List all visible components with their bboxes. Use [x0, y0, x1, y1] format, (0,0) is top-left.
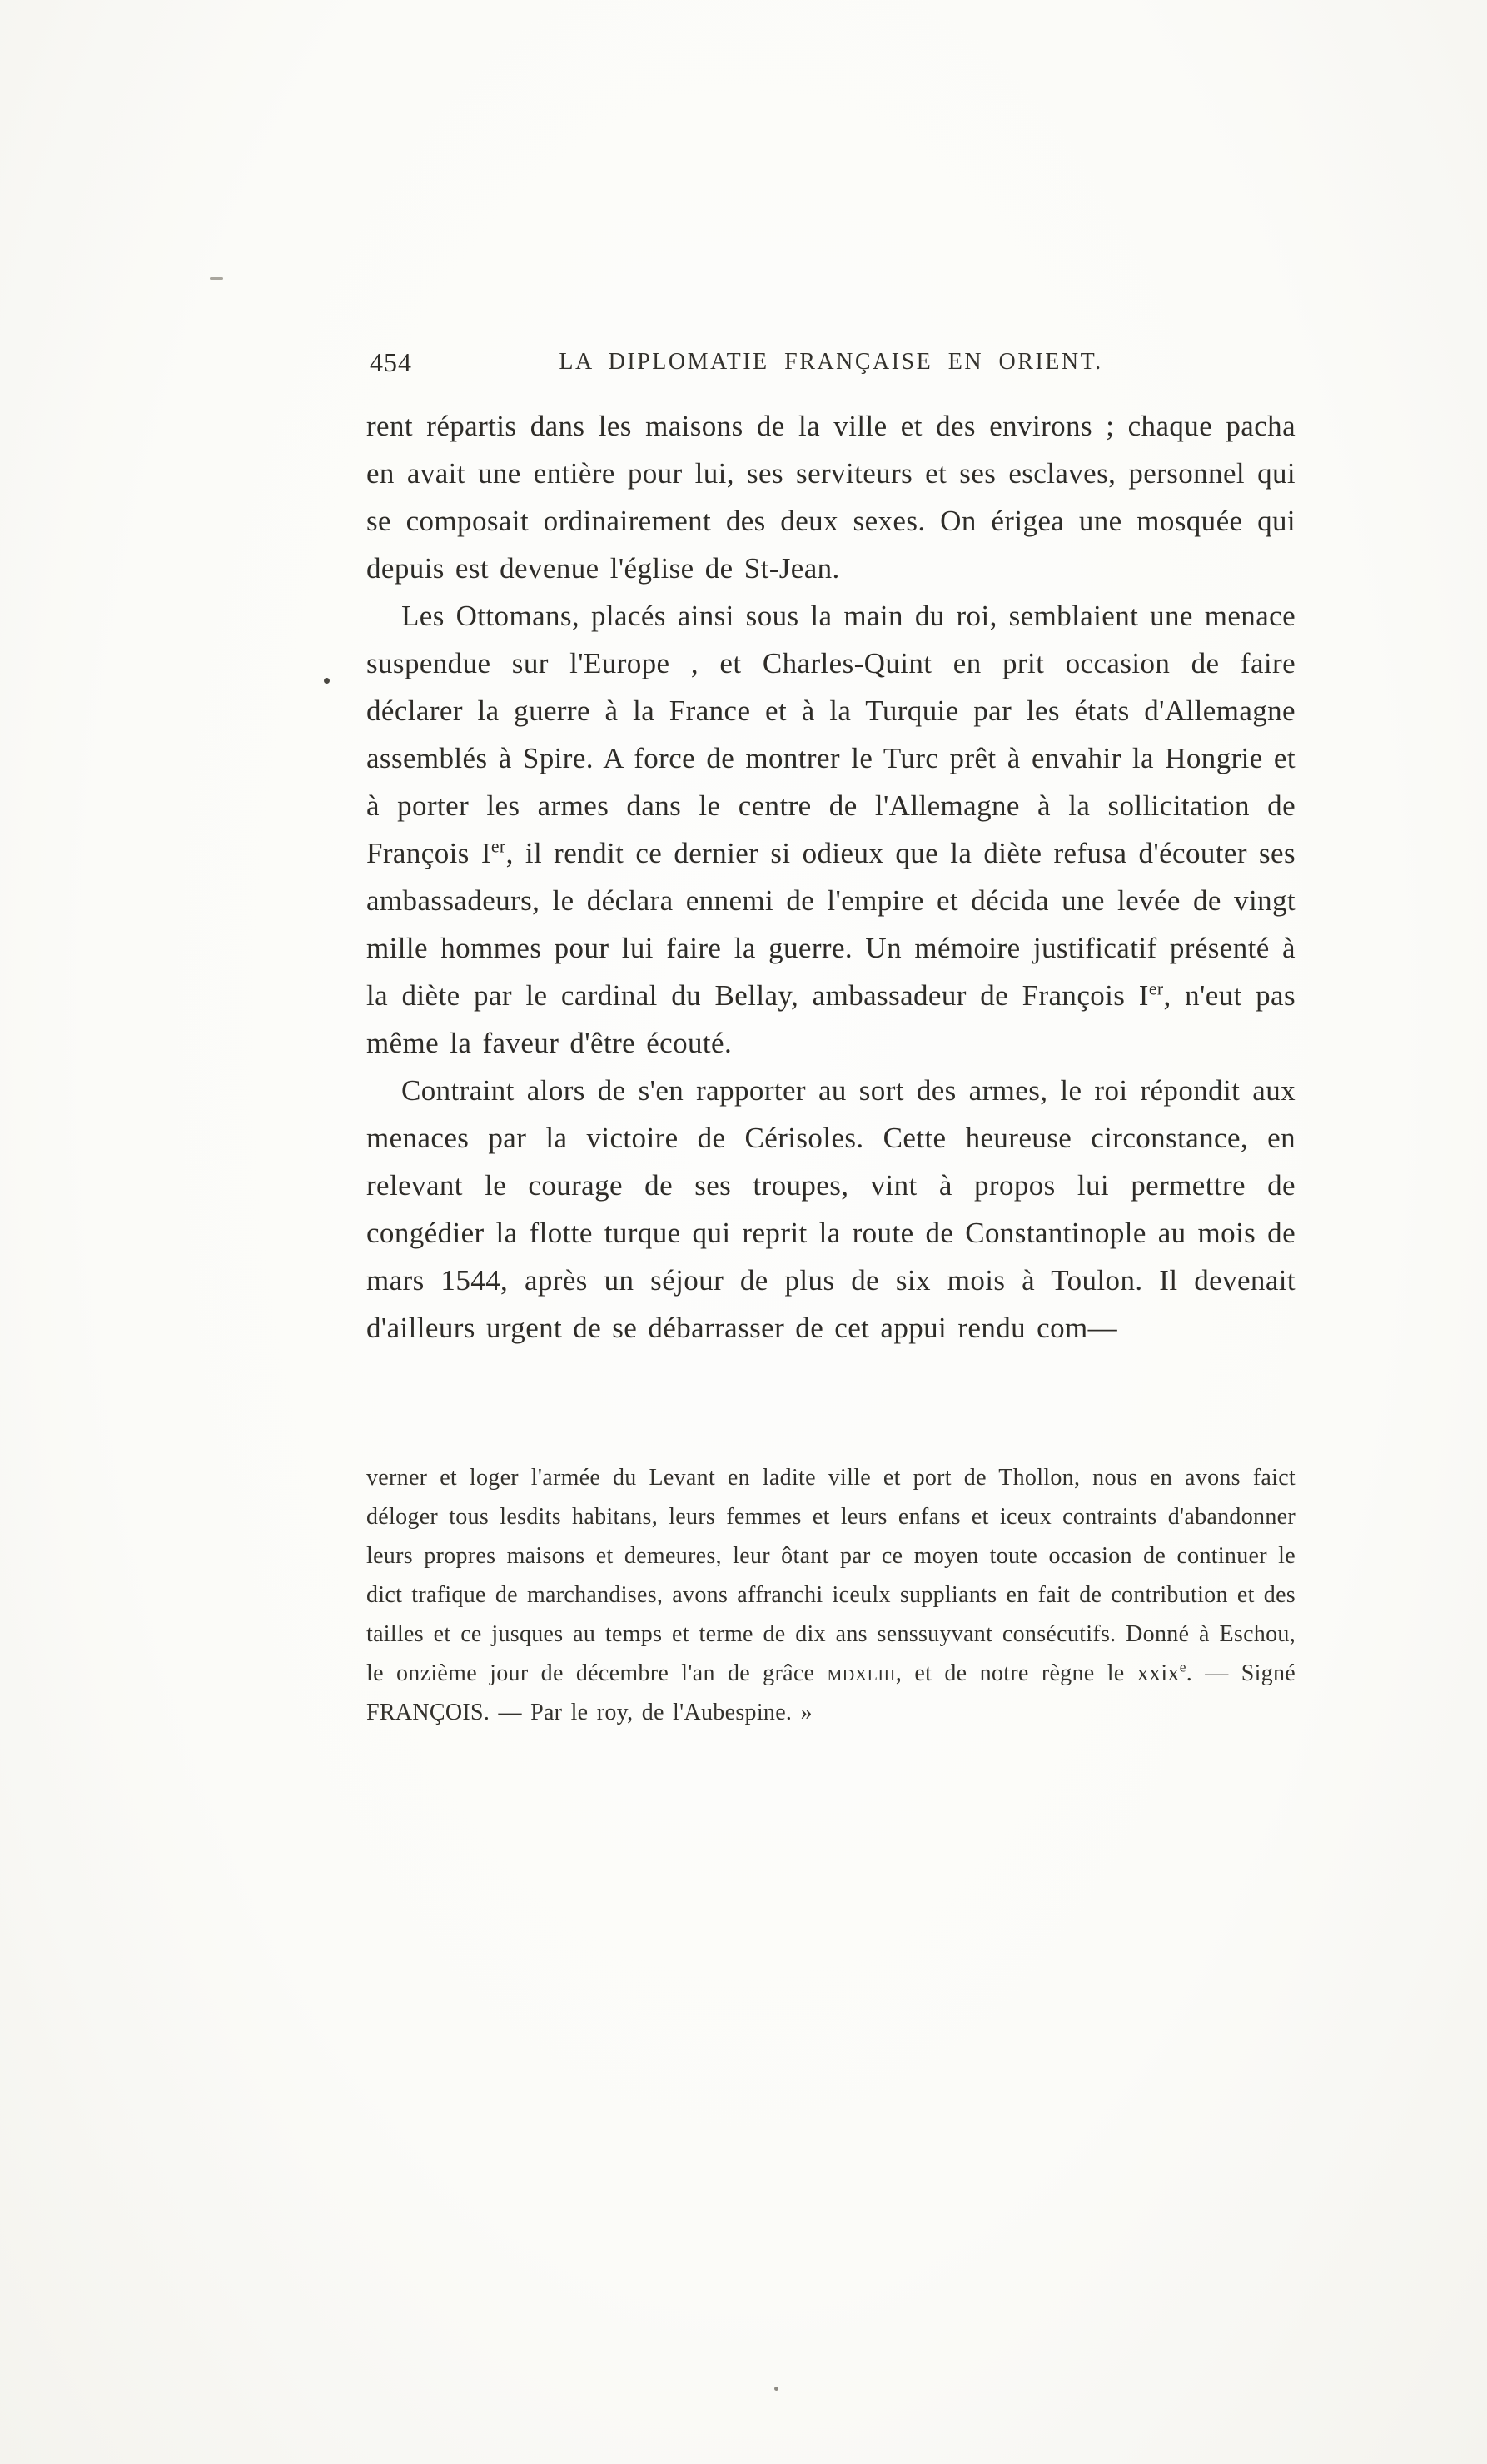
- running-title: LA DIPLOMATIE FRANÇAISE EN ORIENT.: [559, 349, 1103, 375]
- text-column: [366, 346, 1296, 1732]
- running-head: [366, 346, 1296, 381]
- footnote-text: verner et loger l'armée du Levant en ladite ville et port de Thollon, nous en avons faict déloger tous lesdits habitans, leurs femmes et leurs enfans et iceux contraints d'abandonner leurs propres maisons et demeures, leur ôtant par ce moyen toute occasion de continuer le dict trafique de marchandises, avons affranchi iceulx suppliants en fait de contribution et des tailles et ce jusques au temps et terme de dix ans senssuyvant consécutifs. Donné à Eschou, le onzième jour de décembre l'an de grâce mdxliii, et de notre règne le xxix$^e$. — Signé FRANÇOIS. — Par le roy, de l'Aubespine. »: [366, 1465, 1296, 1725]
- page-number: 454: [370, 347, 412, 377]
- paragraph: Contraint alors de s'en rapporter au sort des armes, le roi répondit aux menaces par la victoire de Cérisoles. Cette heureuse circonstance, en relevant le courage de ses troupes, vint à propos lui permettre de congédier la flotte turque qui reprit la route de Constantinople au mois de mars 1544, après un séjour de plus de six mois à Toulon. Il devenait d'ailleurs urgent de se débarrasser de cet appui rendu com—: [366, 1074, 1296, 1344]
- footnote: [366, 1458, 1296, 1732]
- scan-speck: [774, 2387, 778, 2391]
- body-text: [366, 402, 1296, 1351]
- margin-mark: [324, 678, 330, 684]
- scan-speck: [210, 277, 223, 280]
- paragraph: Les Ottomans, placés ainsi sous la main du roi, semblaient une menace suspendue sur l'Europe , et Charles-Quint en prit occasion de faire déclarer la guerre à la France et à la Turquie par les états d'Allemagne assemblés à Spire. A force de montrer le Turc prêt à envahir la Hongrie et à porter les armes dans le centre de l'Allemagne à la sollicitation de François Ier, il rendit ce dernier si odieux que la diète refusa d'écouter ses ambassadeurs, le déclara ennemi de l'empire et décida une levée de vingt mille hommes pour lui faire la guerre. Un mémoire justificatif présenté à la diète par le cardinal du Bellay, ambassadeur de François Ier, n'eut pas même la faveur d'être écouté.: [366, 600, 1296, 1059]
- paragraph: rent répartis dans les maisons de la ville et des environs ; chaque pacha en avait une entière pour lui, ses serviteurs et ses esclaves, personnel qui se composait ordinairement des deux sexes. On érigea une mosquée qui depuis est devenue l'église de St-Jean.: [366, 410, 1296, 585]
